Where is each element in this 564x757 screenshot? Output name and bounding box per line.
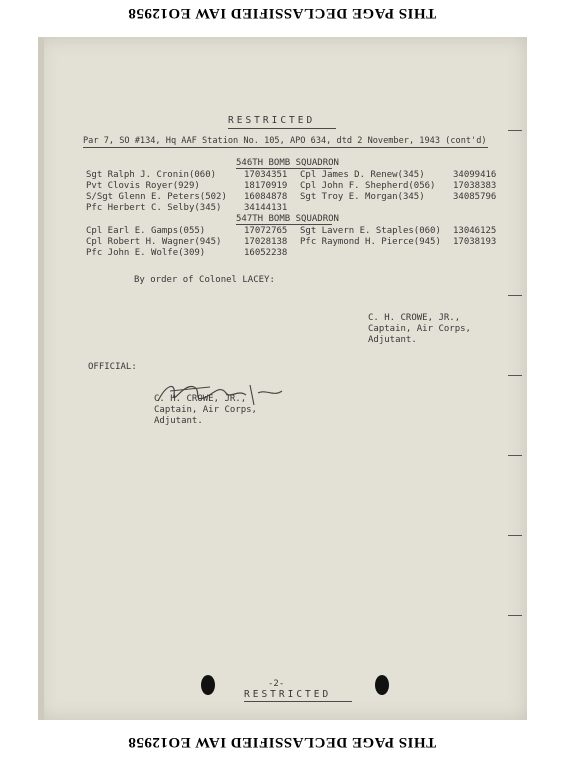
margin-mark <box>508 535 522 536</box>
roster-serial: 17034351 <box>244 170 288 180</box>
margin-mark <box>508 130 522 131</box>
punch-hole-left <box>201 675 215 695</box>
roster-serial: 17038193 <box>453 237 497 247</box>
classification-footer: RESTRICTED <box>244 689 332 700</box>
document-page <box>38 37 527 720</box>
roster-name: Sgt Ralph J. Cronin(060) <box>86 170 217 180</box>
margin-mark <box>508 615 522 616</box>
roster-serial: 34099416 <box>453 170 497 180</box>
roster-serial: 16052238 <box>244 248 288 258</box>
page-edge-shadow <box>38 37 44 720</box>
roster-name: Cpl Earl E. Gamps(055) <box>86 226 206 236</box>
roster-name: Pfc John E. Wolfe(309) <box>86 248 206 258</box>
punch-hole-right <box>375 675 389 695</box>
margin-mark <box>508 455 522 456</box>
reference-underline <box>83 147 488 148</box>
margin-mark <box>508 375 522 376</box>
official-rank: Captain, Air Corps, <box>154 405 257 415</box>
roster-name: Sgt Troy E. Morgan(345) <box>300 192 425 202</box>
roster-name: Cpl John F. Shepherd(056) <box>300 181 436 191</box>
sign-title: Adjutant. <box>368 335 417 345</box>
roster-serial: 17028138 <box>244 237 288 247</box>
roster-name: Cpl James D. Renew(345) <box>300 170 425 180</box>
reference-line: Par 7, SO #134, Hq AAF Station No. 105, APO 634, dtd 2 November, 1943 (cont'd) <box>83 136 487 146</box>
roster-name: Sgt Lavern E. Staples(060) <box>300 226 441 236</box>
roster-serial: 16084878 <box>244 192 288 202</box>
roster-name: Pfc Raymond H. Pierce(945) <box>300 237 441 247</box>
roster-serial: 34085796 <box>453 192 497 202</box>
roster-serial: 17072765 <box>244 226 288 236</box>
classification-header: RESTRICTED <box>228 115 316 126</box>
squadron-546-heading: 546TH BOMB SQUADRON <box>236 158 339 168</box>
margin-mark <box>508 295 522 296</box>
page-number: -2- <box>268 679 285 689</box>
official-title: Adjutant. <box>154 416 203 426</box>
roster-name: Pvt Clovis Royer(929) <box>86 181 200 191</box>
roster-name: Cpl Robert H. Wagner(945) <box>86 237 222 247</box>
roster-name: Pfc Herbert C. Selby(345) <box>86 203 222 213</box>
official-label: OFFICIAL: <box>88 362 137 372</box>
header-underline <box>228 128 336 129</box>
roster-serial: 18170919 <box>244 181 288 191</box>
declassified-banner-top: THIS PAGE DECLASSIFIED IAW EO12958 <box>127 5 437 21</box>
order-line: By order of Colonel LACEY: <box>134 275 275 285</box>
squadron-547-heading: 547TH BOMB SQUADRON <box>236 214 339 224</box>
roster-serial: 17038383 <box>453 181 497 191</box>
sign-name: C. H. CROWE, JR., <box>368 313 461 323</box>
roster-serial: 13046125 <box>453 226 497 236</box>
declassified-banner-bottom: THIS PAGE DECLASSIFIED IAW EO12958 <box>127 734 437 750</box>
footer-underline <box>244 701 352 702</box>
roster-name: S/Sgt Glenn E. Peters(502) <box>86 192 227 202</box>
squadron-547-underline <box>236 224 332 225</box>
roster-serial: 34144131 <box>244 203 288 213</box>
official-name: C. H. CROWE, JR., <box>154 394 247 404</box>
sign-rank: Captain, Air Corps, <box>368 324 471 334</box>
squadron-546-underline <box>236 168 332 169</box>
